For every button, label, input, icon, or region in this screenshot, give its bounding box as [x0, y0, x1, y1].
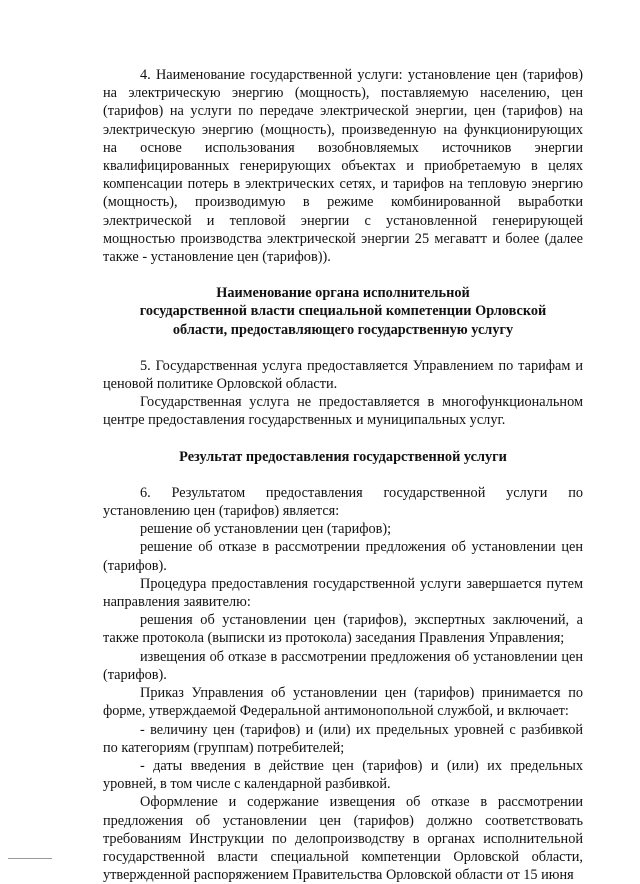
scan-artifact-line — [8, 858, 52, 859]
spacer — [103, 339, 583, 357]
list-item-decisions-sent: решения об установлении цен (тарифов), экспертных заключений, а также протокола (выписки из протокола) заседания Правления Управления; — [103, 612, 583, 647]
heading-authority-line-2: государственной власти специальной компетенции Орловской — [139, 303, 547, 320]
list-item-effective-dates: - даты введения в действие цен (тарифов) и (или) их предельных уровней, в том числе с календарной разбивкой. — [103, 757, 583, 793]
paragraph-6: 6. Результатом предоставления государственной услуги по установлению цен (тарифов) является: — [103, 484, 583, 520]
paragraph-procedure: Процедура предоставления государственной услуги завершается путем направления заявителю: — [103, 575, 583, 611]
list-item-notices-sent: извещения об отказе в рассмотрении предложения об установлении цен (тарифов). — [103, 648, 583, 683]
list-item-decision: решение об установлении цен (тарифов); — [140, 521, 392, 538]
list-item-price-values: - величину цен (тарифов) и (или) их предельных уровней с разбивкой по категориям (группам) потребителей; — [103, 721, 583, 756]
paragraph-5: 5. Государственная услуга предоставляется Управлением по тарифам и ценовой политике Орловской области. — [103, 357, 583, 393]
paragraph-not-provided-mfc: Государственная услуга не предоставляется в многофункциональном центре предоставления государственных и муниципальных услуг. — [103, 394, 583, 429]
heading-result: Результат предоставления государственной услуги — [179, 448, 507, 465]
paragraph-notice-format: Оформление и содержание извещения об отказе в рассмотрении предложения об установлении цен (тарифов) должно соответствовать требованиям Инструкции по делопроизводству в органах исполнительной государственной власти специальной компетенции Орловской области, утвержденной распоряжением Правительства Орловской области от 15 июня — [103, 794, 583, 884]
document-page — [103, 66, 583, 884]
heading-authority-line-1: Наименование органа исполнительной — [216, 285, 470, 302]
heading-authority-line-3: области, предоставляющего государственную услугу — [172, 321, 514, 338]
paragraph-4: 4. Наименование государственной услуги: установление цен (тарифов) на электрическую энергию (мощность), поставляемую населению, цен (тарифов) на услуги по передаче электрической энергии, цен (тарифов) на электрическую энергию (мощность), произведенную на функционирующих на основе использования возобновляемых источников энергии квалифицированных генерирующих объектах и приобретаемую в целях компенсации потерь в электрических сетях, и тарифов на тепловую энергию (мощность), производимую в режиме комбинированной выработки электрической и тепловой энергии с установленной генерирующей мощностью производства электрической энергии 25 мегаватт и более (далее также - установление цен (тарифов)). — [103, 67, 583, 266]
paragraph-order-form: Приказ Управления об установлении цен (тарифов) принимается по форме, утверждаемой Федеральной антимонопольной службой, и включает: — [103, 685, 583, 720]
spacer — [103, 266, 583, 284]
spacer — [103, 466, 583, 484]
spacer — [103, 430, 583, 448]
list-item-refusal: решение об отказе в рассмотрении предложения об установлении цен (тарифов). — [103, 539, 583, 574]
